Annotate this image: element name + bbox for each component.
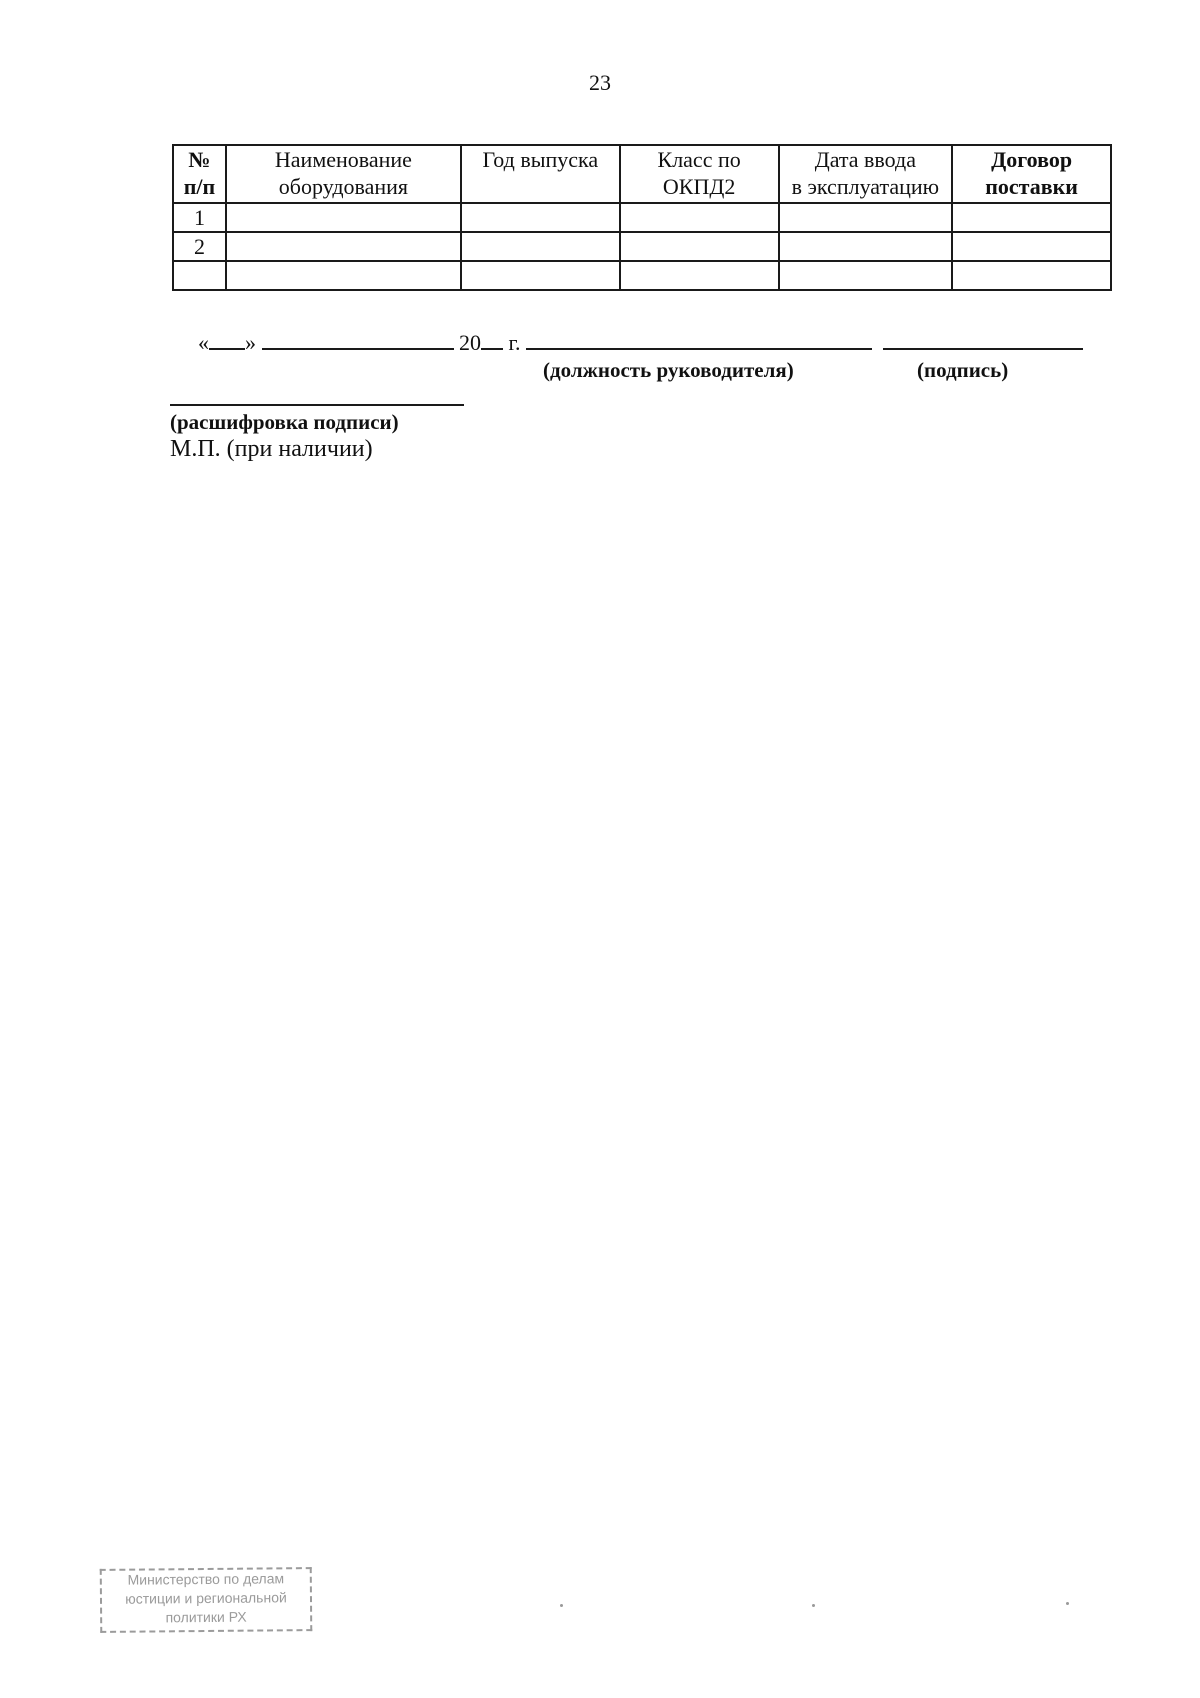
table-cell bbox=[226, 203, 461, 232]
header-number: № п/п bbox=[173, 145, 226, 203]
open-quote: « bbox=[198, 330, 209, 355]
table-cell bbox=[779, 203, 953, 232]
position-blank bbox=[526, 328, 872, 350]
year-blank bbox=[481, 328, 503, 350]
signature-caption: (подпись) bbox=[917, 358, 1009, 382]
decode-caption: (расшифровка подписи) bbox=[170, 410, 399, 434]
table-cell bbox=[952, 261, 1111, 290]
table-cell: 1 bbox=[173, 203, 226, 232]
table-cell bbox=[952, 203, 1111, 232]
table-cell bbox=[173, 261, 226, 290]
table-cell bbox=[226, 261, 461, 290]
table-cell bbox=[461, 232, 620, 261]
table-cell bbox=[226, 232, 461, 261]
scan-speck bbox=[1066, 1602, 1069, 1605]
table-cell bbox=[461, 203, 620, 232]
table-cell: 2 bbox=[173, 232, 226, 261]
table-cell bbox=[779, 232, 953, 261]
equipment-table bbox=[172, 144, 1112, 291]
table-row bbox=[173, 232, 1111, 261]
scan-speck bbox=[812, 1604, 815, 1607]
table-cell bbox=[779, 261, 953, 290]
signature-blank bbox=[883, 328, 1083, 350]
year-suffix: г. bbox=[508, 330, 521, 355]
year-prefix: 20 bbox=[459, 330, 481, 355]
table-cell bbox=[620, 261, 779, 290]
registration-stamp bbox=[100, 1567, 313, 1633]
date-signature-line bbox=[198, 328, 1083, 356]
header-year-of-manufacture: Год выпуска bbox=[461, 145, 620, 203]
stamp-line: Министерство по делам bbox=[127, 1570, 285, 1588]
table-row bbox=[173, 261, 1111, 290]
day-blank bbox=[209, 328, 245, 350]
header-supply-contract: Договор поставки bbox=[952, 145, 1111, 203]
table-cell bbox=[461, 261, 620, 290]
table-cell bbox=[620, 232, 779, 261]
table-row bbox=[173, 203, 1111, 232]
stamp-line: политики РХ bbox=[165, 1608, 247, 1626]
month-blank bbox=[262, 328, 454, 350]
table-header-row bbox=[173, 145, 1111, 203]
decode-blank bbox=[170, 404, 464, 406]
stamp-line: юстиции и региональной bbox=[125, 1589, 287, 1607]
close-quote: » bbox=[245, 330, 256, 355]
header-equipment-name: Наименование оборудования bbox=[226, 145, 461, 203]
position-caption: (должность руководителя) bbox=[543, 358, 794, 382]
header-commissioning-date: Дата ввода в эксплуатацию bbox=[779, 145, 953, 203]
seal-note: М.П. (при наличии) bbox=[170, 436, 373, 462]
header-okpd2-class: Класс по ОКПД2 bbox=[620, 145, 779, 203]
table-cell bbox=[620, 203, 779, 232]
scan-speck bbox=[560, 1604, 563, 1607]
table-cell bbox=[952, 232, 1111, 261]
page-number: 23 bbox=[589, 70, 611, 95]
